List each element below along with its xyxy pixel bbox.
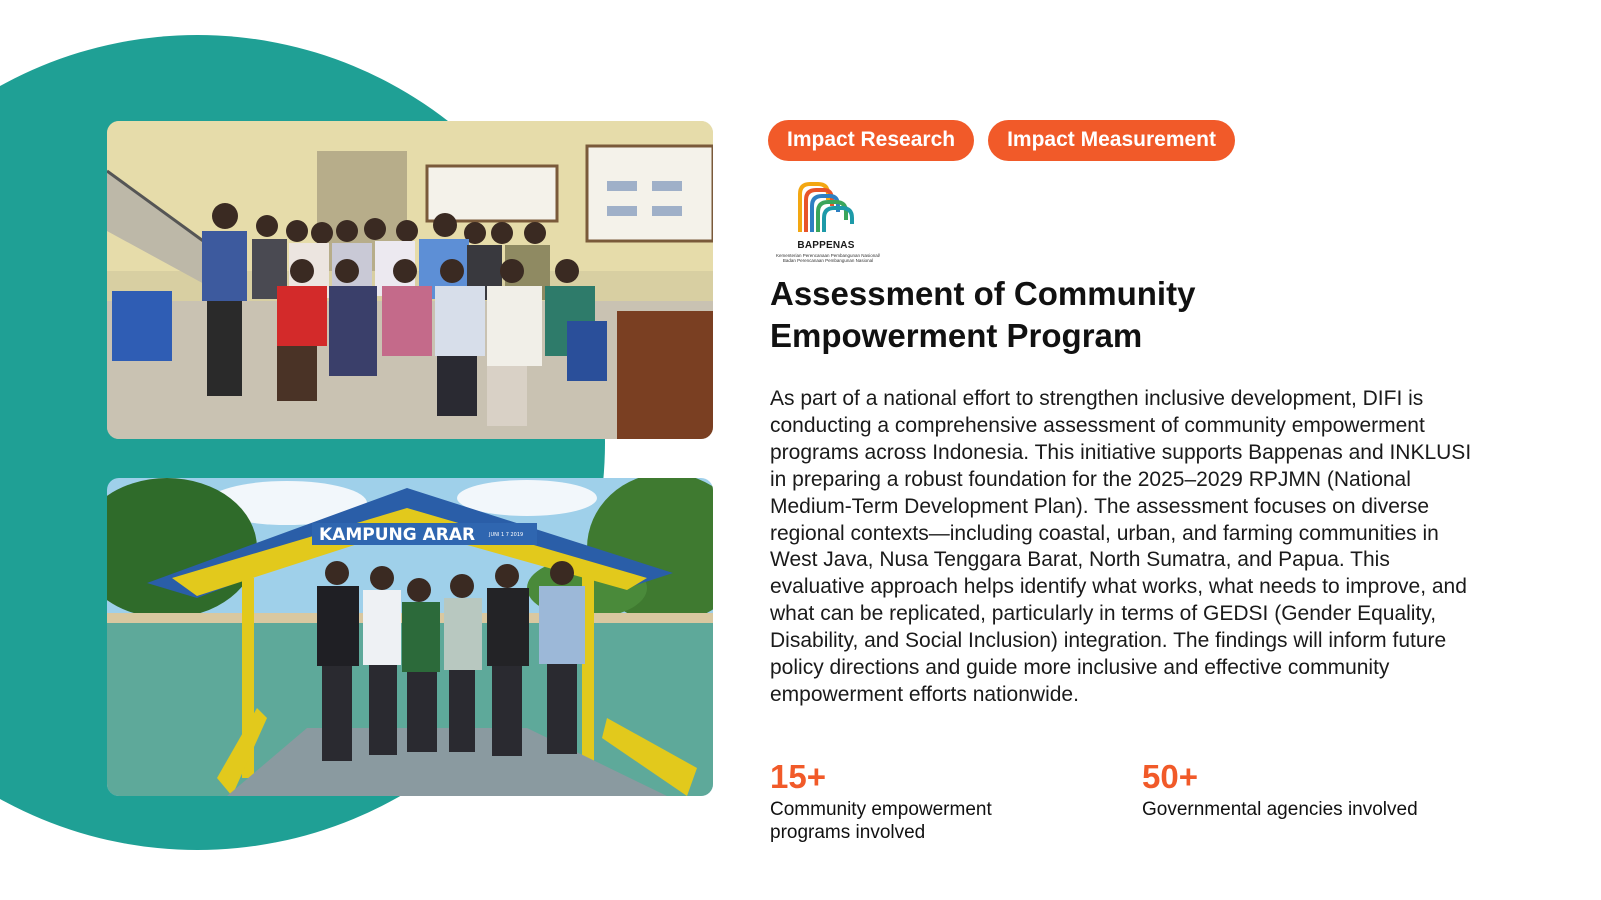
jetty-group-photo — [107, 478, 713, 796]
bappenas-logo — [768, 180, 888, 265]
stat-agencies-value: 50+ — [1142, 758, 1198, 795]
page-title-line2: Empowerment Program — [770, 317, 1143, 354]
tag-list — [768, 120, 1235, 161]
stat-programs-value: 15+ — [770, 758, 826, 795]
bappenas-logo-name: BAPPENAS — [797, 240, 855, 251]
kampung-arar-sign-date: JUNI 1 7 2019 — [489, 532, 524, 538]
tag-impact-measurement[interactable]: Impact Measurement — [988, 120, 1235, 161]
bappenas-logo-subtitle-line1: Kementerian Perencanaan Pembangunan Nasional/ — [775, 253, 881, 258]
page-title — [770, 273, 1470, 357]
page-title-line1: Assessment of Community — [770, 275, 1196, 312]
bappenas-logo-subtitle-line2: Badan Perencanaan Pembangunan Nasional — [782, 258, 874, 263]
stat-agencies-label: Governmental agencies involved — [1142, 799, 1418, 820]
kampung-arar-sign: KAMPUNG ARAR — [319, 525, 476, 545]
stat-programs-label: Community empowerment programs involved — [770, 799, 992, 843]
program-description: As part of a national effort to strengthen inclusive development, DIFI is conducting a comprehensive assessment of community empowerment programs across Indonesia. This initiative supports Bappenas and INKLUSI in preparing a robust foundation for the 2025–2029 RPJMN (National Medium-Term Development Plan). The assessment focuses on diverse regional contexts—including coastal, urban, and farming communities in West Java, Nusa Tenggara Barat, North Sumatra, and Papua. This evaluative approach helps identify what works, what needs to improve, and what can be replicated, particularly in terms of GEDSI (Gender Equality, Disability, and Social Inclusion) integration. The findings will inform future policy directions and guide more inclusive and effective community empowerment efforts nationwide. — [770, 387, 1472, 706]
tag-impact-research[interactable]: Impact Research — [768, 120, 974, 161]
bappenas-logo-subtitle — [768, 253, 888, 263]
stat-programs — [770, 758, 1070, 844]
stat-agencies — [1142, 758, 1502, 821]
community-group-photo — [107, 121, 713, 439]
bappenas-logo-mark-icon — [796, 180, 856, 236]
